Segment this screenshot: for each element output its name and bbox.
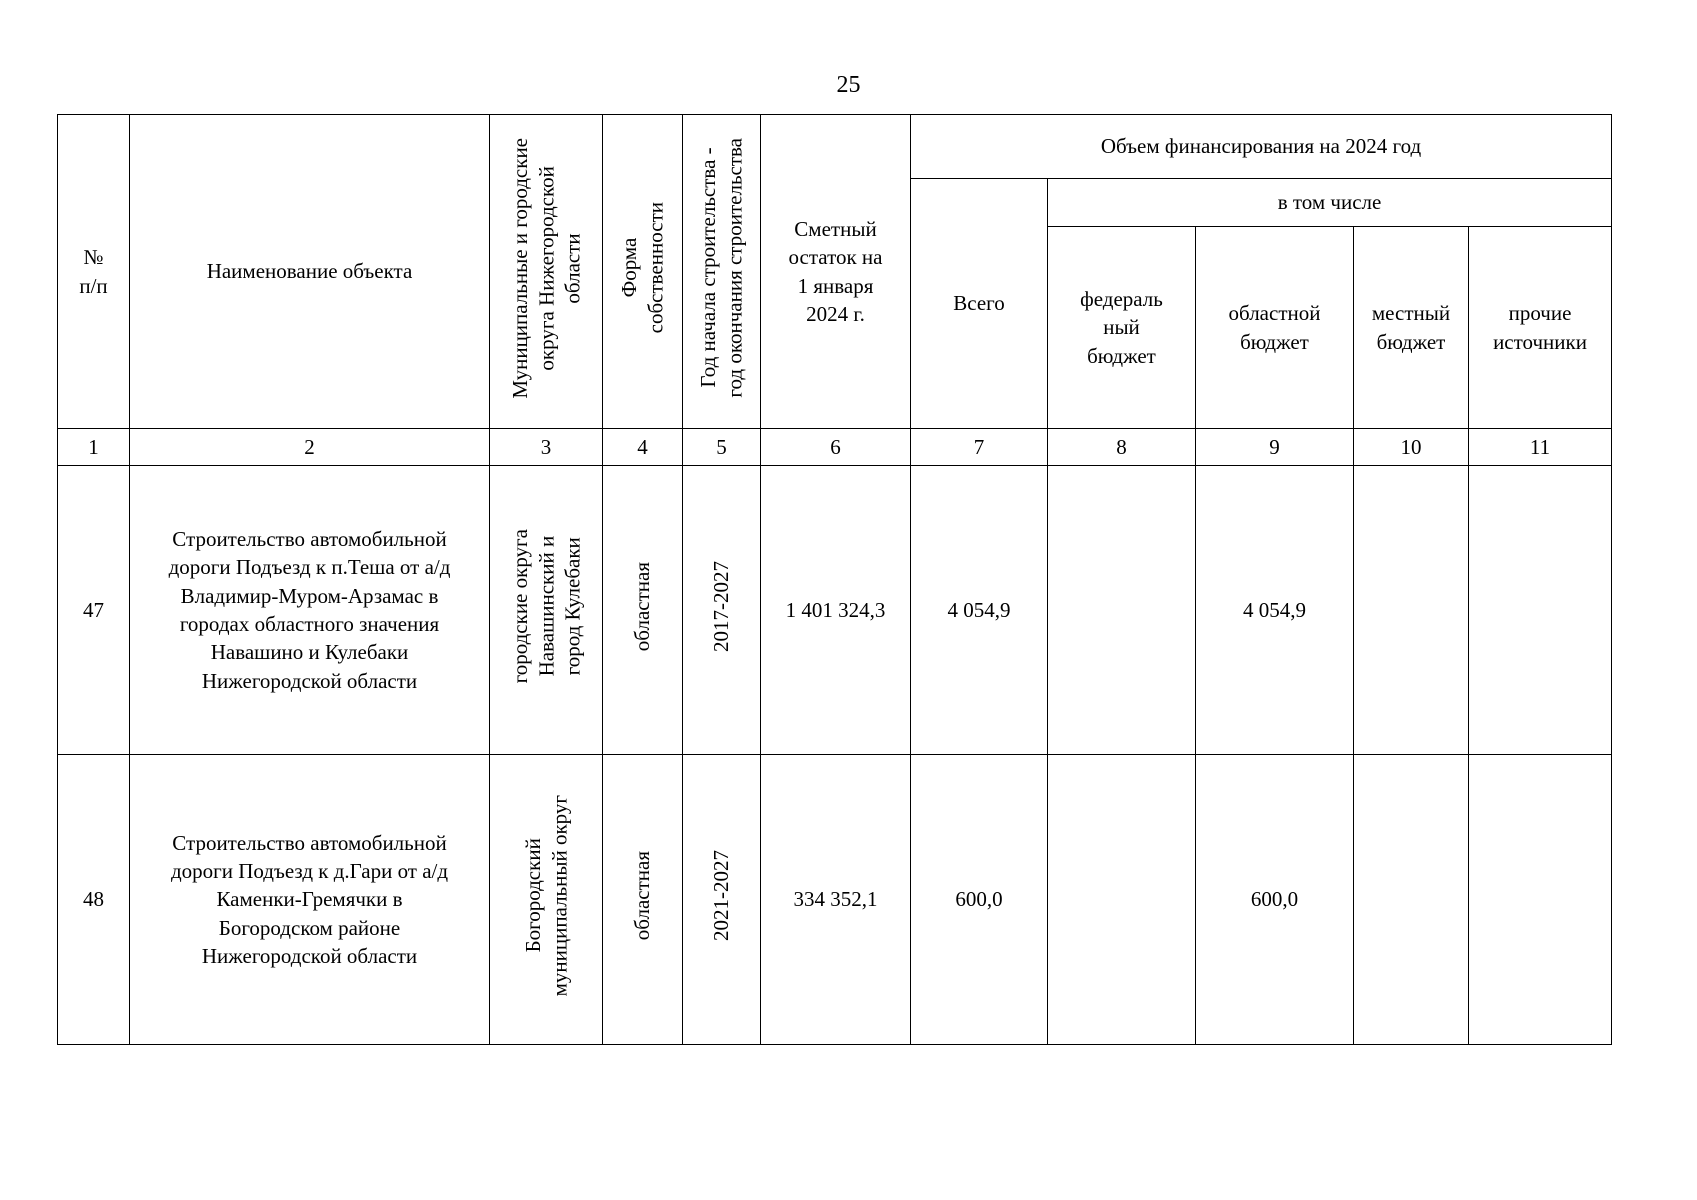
row-num: 47	[58, 466, 130, 755]
row-balance: 1 401 324,3	[761, 466, 911, 755]
page-number: 25	[836, 72, 861, 98]
header-num: № п/п	[58, 115, 130, 429]
table-row	[58, 755, 1612, 1045]
row-local	[1354, 466, 1469, 755]
row-total: 600,0	[911, 755, 1048, 1045]
row-federal	[1048, 466, 1196, 755]
column-number: 9	[1196, 429, 1354, 466]
header-other: прочие источники	[1469, 227, 1612, 429]
column-number: 3	[490, 429, 603, 466]
header-years: Год начала строительства - год окончания строительства	[683, 115, 761, 429]
row-years: 2017-2027	[683, 466, 761, 755]
row-total: 4 054,9	[911, 466, 1048, 755]
row-regional: 600,0	[1196, 755, 1354, 1045]
financing-table	[57, 114, 1612, 1045]
header-balance: Сметный остаток на 1 января 2024 г.	[761, 115, 911, 429]
column-number: 11	[1469, 429, 1612, 466]
column-numbers-row	[58, 429, 1612, 466]
column-number: 2	[130, 429, 490, 466]
row-other	[1469, 755, 1612, 1045]
header-federal: федераль ный бюджет	[1048, 227, 1196, 429]
header-total: Всего	[911, 179, 1048, 429]
column-number: 6	[761, 429, 911, 466]
row-municipality: Богородский муниципальный округ	[490, 755, 603, 1045]
row-municipality: городские округа Навашинский и город Кулебаки	[490, 466, 603, 755]
row-ownership: областная	[603, 755, 683, 1045]
header-municipality: Муниципальные и городские округа Нижегородской области	[490, 115, 603, 429]
header-row-1	[58, 115, 1612, 179]
row-ownership: областная	[603, 466, 683, 755]
header-ownership: Форма собственности	[603, 115, 683, 429]
object-name: Строительство автомобильной дороги Подъезд к п.Теша от а/д Владимир-Муром-Арзамас в городах областного значения Навашино и Кулебаки Нижегородской области	[130, 466, 490, 755]
object-name: Строительство автомобильной дороги Подъезд к д.Гари от а/д Каменки-Гремячки в Богородском районе Нижегородской области	[130, 755, 490, 1045]
row-num: 48	[58, 755, 130, 1045]
row-other	[1469, 466, 1612, 755]
header-regional: областной бюджет	[1196, 227, 1354, 429]
column-number: 7	[911, 429, 1048, 466]
row-balance: 334 352,1	[761, 755, 911, 1045]
header-name: Наименование объекта	[130, 115, 490, 429]
row-local	[1354, 755, 1469, 1045]
header-local: местный бюджет	[1354, 227, 1469, 429]
column-number: 8	[1048, 429, 1196, 466]
row-federal	[1048, 755, 1196, 1045]
column-number: 1	[58, 429, 130, 466]
row-years: 2021-2027	[683, 755, 761, 1045]
column-number: 5	[683, 429, 761, 466]
row-regional: 4 054,9	[1196, 466, 1354, 755]
column-number: 10	[1354, 429, 1469, 466]
table-row	[58, 466, 1612, 755]
header-including: в том числе	[1048, 179, 1612, 227]
column-number: 4	[603, 429, 683, 466]
header-financing: Объем финансирования на 2024 год	[911, 115, 1612, 179]
